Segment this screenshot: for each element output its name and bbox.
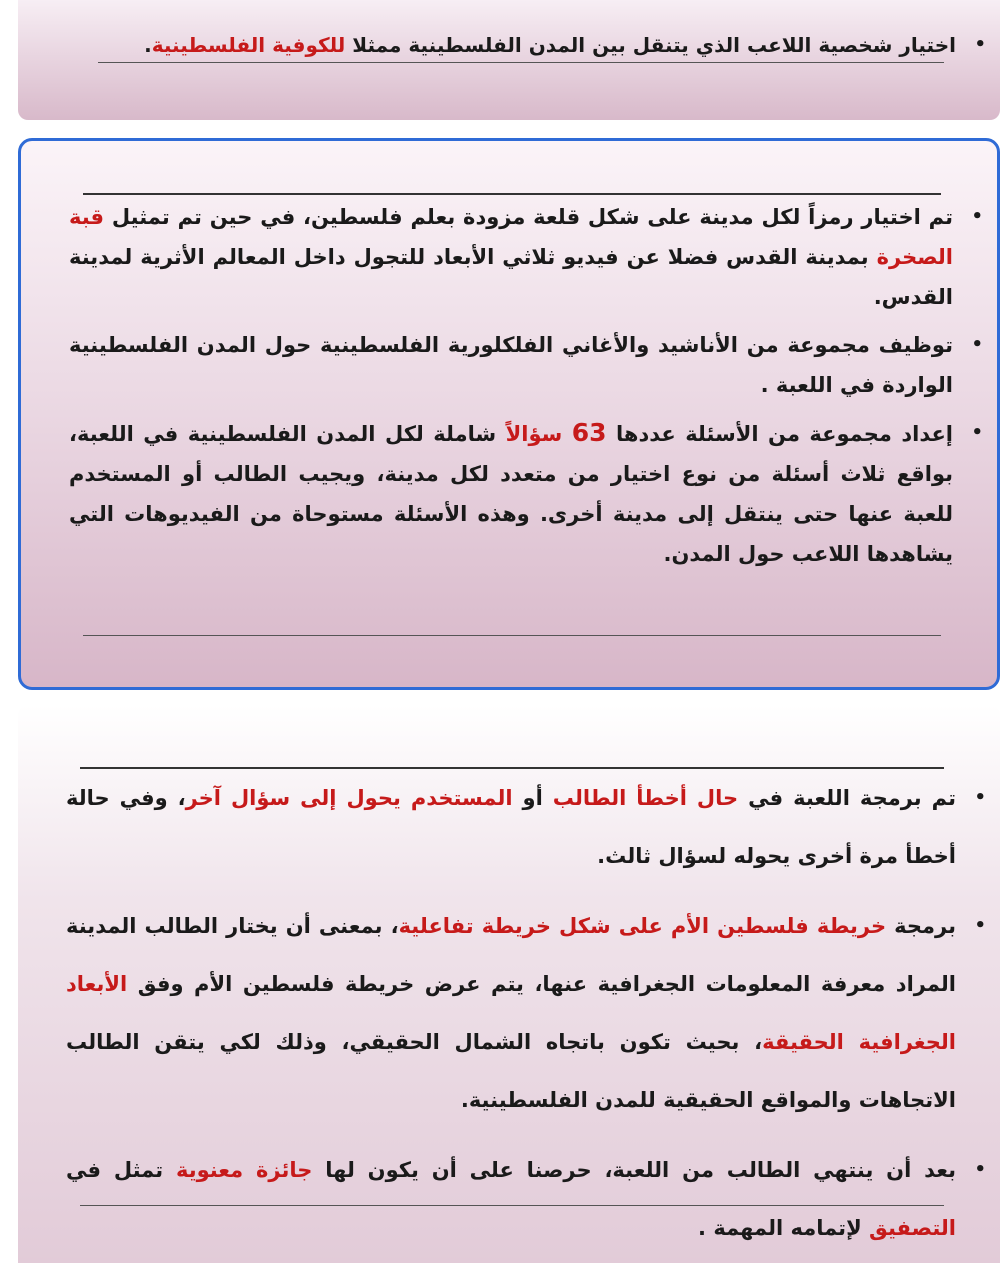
bullet-icon: •	[974, 787, 986, 808]
highlight-text: خريطة فلسطين الأم على شكل خريطة تفاعلية	[398, 914, 887, 938]
highlight-text: حال أخطأ الطالب	[552, 786, 739, 810]
item-text: لإتمامه المهمة .	[698, 1216, 870, 1240]
middle-card-list	[69, 197, 983, 582]
list-item	[66, 1141, 986, 1257]
item-text: ، وفي حالة أخطأ مرة أخرى يحوله لسؤال ثالث.	[66, 786, 956, 868]
item-text: تم برمجة اللعبة في	[738, 786, 956, 810]
item-text: ، بحيث تكون باتجاه الشمال الحقيقي، وذلك لكي يتقن الطالب الاتجاهات والمواقع الحقيقية للمدن الفلسطينية.	[66, 1030, 956, 1112]
highlight-text: للكوفية الفلسطينية	[151, 33, 346, 57]
bottom-card-list	[66, 769, 986, 1269]
highlight-text: التصفيق	[869, 1216, 956, 1240]
highlight-text: سؤالاً	[505, 422, 572, 446]
highlight-text: الأبعاد الجغرافية الحقيقة	[66, 972, 956, 1054]
list-item	[69, 413, 983, 574]
list-item	[66, 769, 986, 885]
highlight-text: جائزة معنوية	[175, 1158, 313, 1182]
bottom-card	[18, 705, 1000, 1263]
list-item	[66, 897, 986, 1129]
underline-divider	[98, 62, 944, 63]
bullet-icon: •	[974, 34, 986, 55]
bullet-icon: •	[974, 1159, 986, 1180]
top-card	[18, 0, 1000, 120]
item-text: أو	[512, 786, 553, 810]
item-text: تم اختيار رمزاً لكل مدينة على شكل قلعة مزودة بعلم فلسطين، في حين تم تمثيل	[104, 205, 953, 229]
bullet-icon: •	[971, 422, 983, 443]
bottom-divider	[80, 1205, 944, 1206]
middle-card	[18, 138, 1000, 690]
item-text: بمدينة القدس فضلا عن فيديو ثلاثي الأبعاد للتجول داخل المعالم الأثرية لمدينة القدس.	[69, 245, 953, 309]
item-text: تمثل في	[66, 1158, 176, 1182]
bullet-icon: •	[971, 206, 983, 227]
list-item	[93, 30, 986, 60]
item-text: بعد أن ينتهي الطالب من اللعبة، حرصنا على أن يكون لها	[312, 1158, 956, 1182]
highlight-text: قبة الصخرة	[69, 205, 953, 269]
item-text: برمجة	[886, 914, 956, 938]
item-text: إعداد مجموعة من الأسئلة عددها	[606, 422, 954, 446]
item-text: اختيار شخصية اللاعب الذي يتنقل بين المدن الفلسطينية ممثلا	[345, 33, 956, 57]
top-divider	[83, 193, 941, 195]
item-text: ، بمعنى أن يختار الطالب المدينة المراد معرفة المعلومات الجغرافية عنها، يتم عرض خريطة فلسطين الأم وفق	[66, 914, 956, 996]
item-text-end: .	[144, 33, 152, 57]
highlight-text: المستخدم يحول إلى سؤال آخر	[185, 786, 513, 810]
bullet-icon: •	[971, 334, 983, 355]
list-item	[69, 325, 983, 405]
bullet-icon: •	[974, 915, 986, 936]
item-text: توظيف مجموعة من الأناشيد والأغاني الفلكلورية الفلسطينية حول المدن الفلسطينية الواردة في اللعبة .	[69, 333, 953, 397]
top-card-list	[93, 30, 986, 60]
question-count: 63	[571, 418, 607, 447]
list-item	[69, 197, 983, 317]
bottom-divider	[83, 635, 941, 636]
item-text: شاملة لكل المدن الفلسطينية في اللعبة، بواقع ثلاث أسئلة من نوع اختيار من متعدد لكل مدينة، ويجيب الطالب أو المستخدم للعبة عنها حتى ينتقل إلى مدينة أخرى. وهذه الأسئلة مستوحاة من الفيديوهات التي يشاهدها اللاعب حول المدن.	[69, 422, 953, 566]
